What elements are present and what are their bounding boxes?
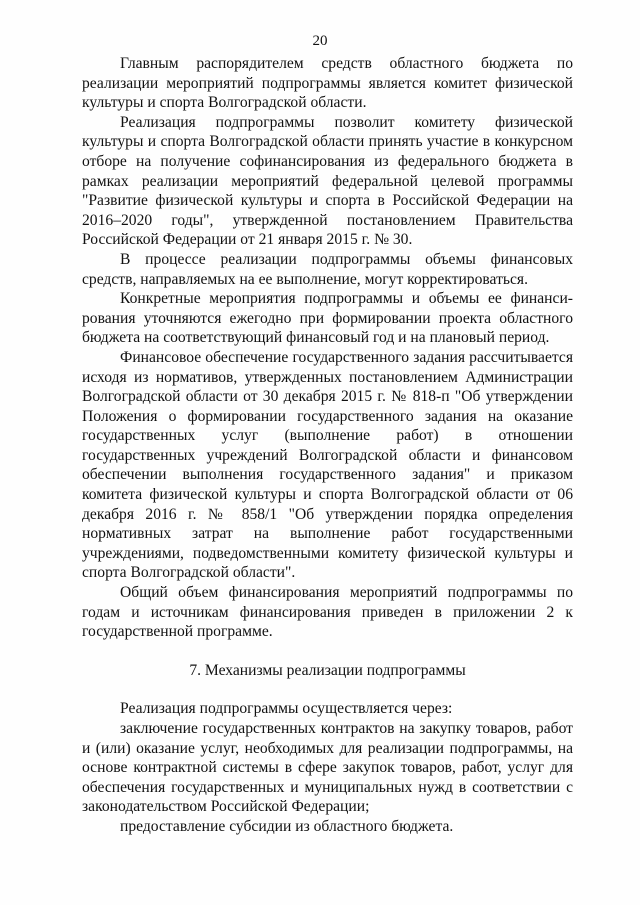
paragraph-implementation-intro: Реализация подпрограммы осуществляется через:: [120, 700, 453, 718]
paragraph-subsidy: предоставление субсидии из областного бюджета.: [120, 817, 454, 835]
document-body: [82, 54, 573, 837]
paragraph-annual-specification: Конкретные мероприятия подпрограммы и объемы ее финансирования уточняются ежегодно при формировании проекта областного бюджета на соответствующий финансовый год и на плановый период.: [82, 290, 573, 347]
section-heading: 7. Механизмы реализации подпрограммы: [189, 661, 466, 679]
paragraph-state-contracts: заключение государственных контрактов на закупку товаров, работ и (или) оказание услуг, необходимых для реализации подпрограммы, на основе контрактной системы в сфере закупок товаров, работ, услуг для обеспечения государственных и муниципальных нужд в соответствии с законодательством Российской Федерации;: [82, 720, 573, 816]
paragraph-total-financing: Общий объем финансирования мероприятий подпрограммы по годам и источникам финансирования приведен в приложении 2 к государственной программе.: [82, 584, 573, 641]
paragraph-federal-cofinancing: Реализация подпрограммы позволит комитету физической культуры и спорта Волгоградской области принять участие в конкурсном отборе на получение софинансирования из федерального бюджета в рамках реализации мероприятий федеральной целевой программы "Развитие физической культуры и спорта в Российской Федерации на 2016–2020 годы", утвержденной постановлением Правительства Российской Федерации от 21 января 2015 г. № 30.: [82, 113, 573, 249]
page-number: 20: [312, 33, 328, 49]
paragraph-chief-administrator: Главным распорядителем средств областного бюджета по реализации мероприятий подпрограммы является комитет физической культуры и спорта Волгоградской области.: [82, 55, 573, 112]
paragraph-volume-adjustment: В процессе реализации подпрограммы объемы финансовых средств, направляемых на ее выполнение, могут корректироваться.: [82, 250, 573, 288]
paragraph-state-assignment-financing: Финансовое обеспечение государственного задания рассчитывается исходя из нормативов, утвержденных постановлением Администрации Волгоградской области от 30 декабря 2015 г. № 818-п "Об утверждении Положения о формировании государственного задания на оказание государственных услуг (выполнение работ) в отношении государственных учреждений Волгоградской области и финансовом обеспечении выполнения государственного задания" и приказом комитета физической культуры и спорта Волгоградской области от 06 декабря 2016 г. № 858/1 "Об утверждении порядка определения нормативных затрат на выполнение работ государственными учреждениями, подведомственными комитету физической культуры и спорта Волгоградской области".: [82, 348, 573, 582]
